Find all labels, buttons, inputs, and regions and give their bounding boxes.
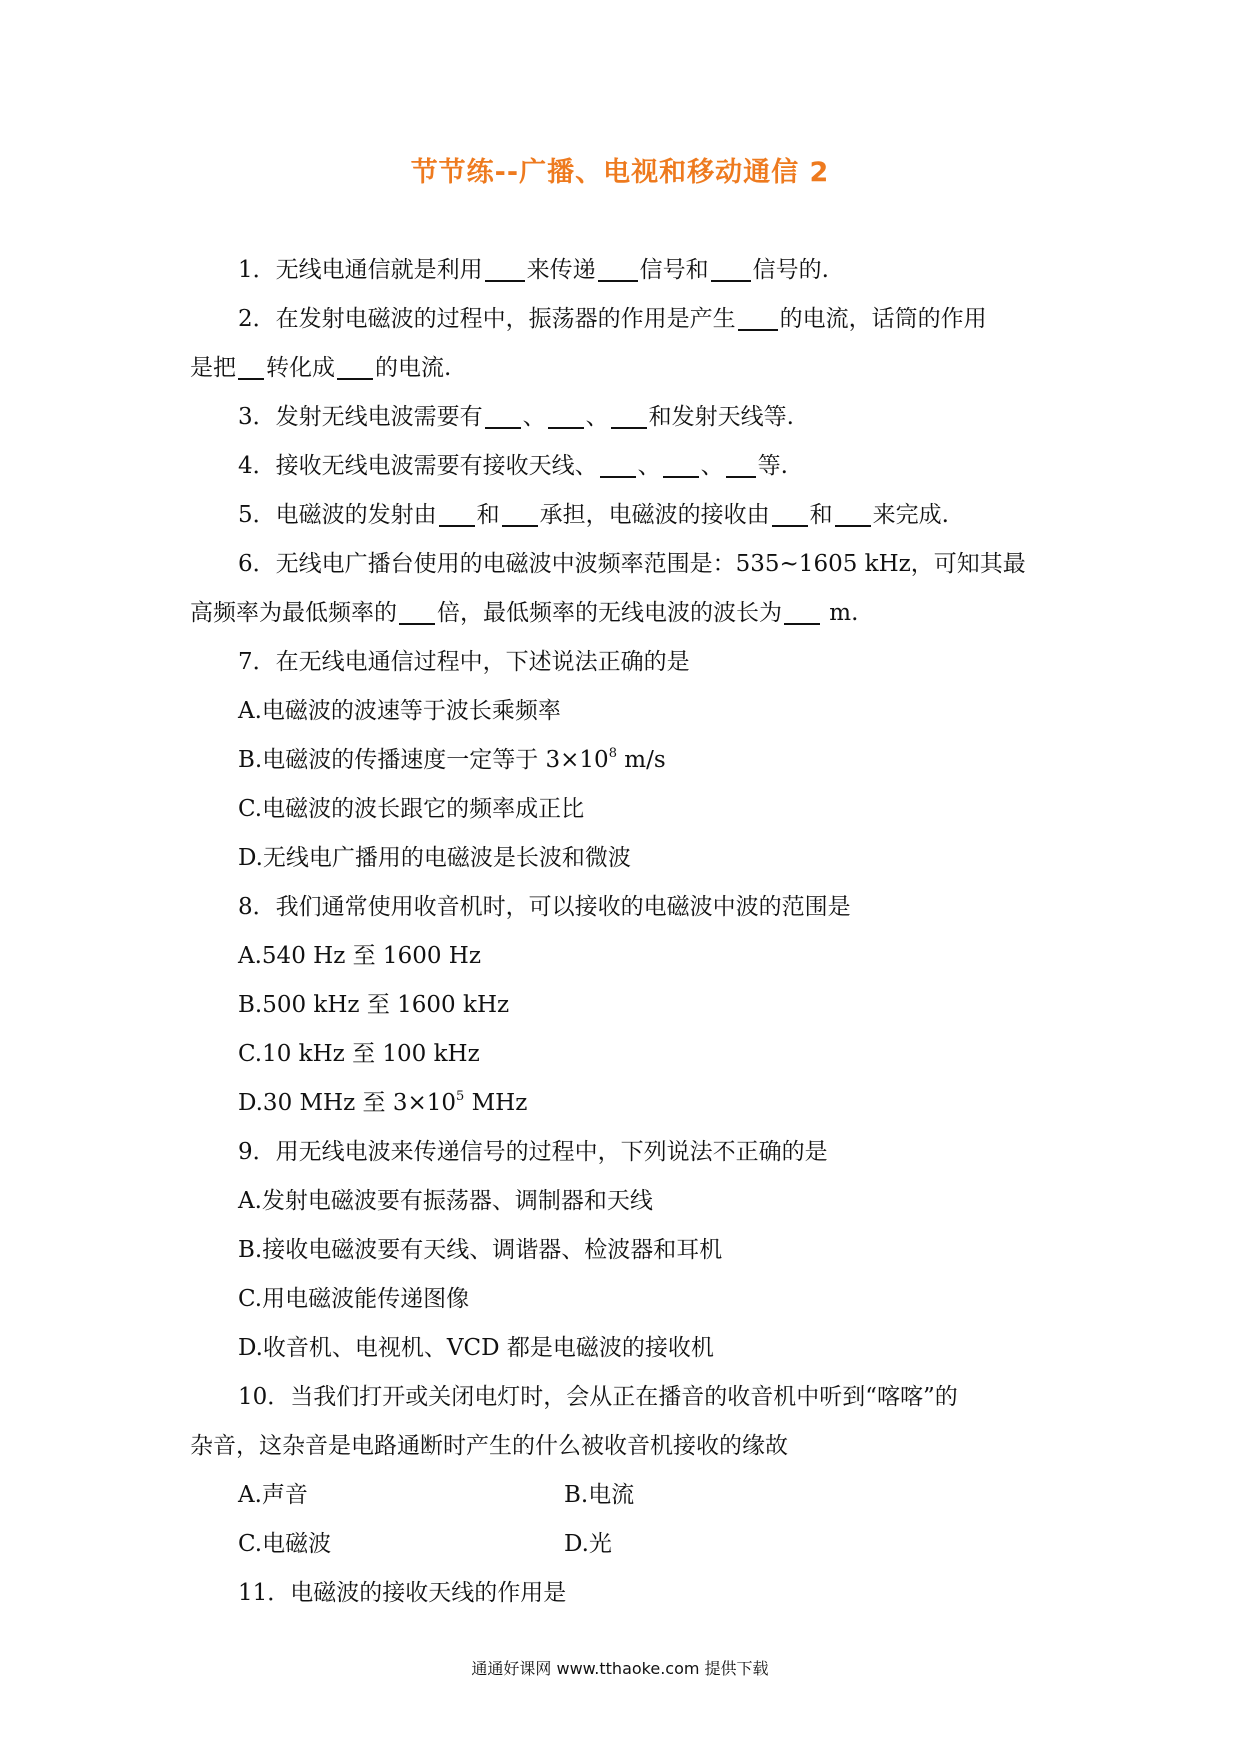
question-8: 8．我们通常使用收音机时，可以接收的电磁波中波的范围是 [238, 894, 851, 920]
option-row [190, 1471, 1056, 1520]
option-a[interactable]: A.声音 [238, 1482, 308, 1508]
answer-blank[interactable] [784, 598, 820, 624]
answer-blank[interactable] [485, 402, 521, 428]
option-b[interactable]: B.电磁波的传播速度一定等于 $3\times 10^8$ m/s [238, 746, 666, 773]
option-b[interactable]: B.500 kHz 至 1600 kHz [238, 992, 510, 1018]
option-b[interactable]: B.接收电磁波要有天线、调谐器、检波器和耳机 [238, 1237, 723, 1263]
question-9: 9．用无线电波来传递信号的过程中，下列说法不正确的是 [238, 1139, 828, 1165]
option-c[interactable]: C.电磁波的波长跟它的频率成正比 [238, 796, 585, 822]
question-3: 3．发射无线电波需要有 、 、 和发射天线等. [238, 404, 794, 430]
answer-blank[interactable] [238, 353, 264, 379]
option-a[interactable]: A.540 Hz 至 1600 Hz [238, 943, 481, 969]
page-footer: 通通好课网 www.tthaoke.com 提供下载 [471, 1659, 769, 1678]
option-b[interactable]: B.电流 [564, 1482, 635, 1508]
option-d[interactable]: D.30 MHz 至 $3\times 10^5$ MHz [238, 1089, 528, 1116]
question-2-cont: 是把 转化成 的电流. [190, 355, 452, 381]
option-d[interactable]: D.光 [564, 1531, 612, 1557]
option-c[interactable]: C.10 kHz 至 100 kHz [238, 1041, 480, 1067]
question-5: 5．电磁波的发射由 和 承担，电磁波的接收由 和 来完成. [238, 502, 949, 528]
question-10: 10．当我们打开或关闭电灯时，会从正在播音的收音机中听到“喀喀”的 [238, 1384, 958, 1410]
answer-blank[interactable] [663, 451, 699, 477]
question-6-cont: 高频率为最低频率的 倍，最低频率的无线电波的波长为 m. [190, 600, 859, 626]
answer-blank[interactable] [598, 255, 638, 281]
answer-blank[interactable] [726, 451, 756, 477]
option-a[interactable]: A.发射电磁波要有振荡器、调制器和天线 [238, 1188, 653, 1214]
question-10-cont: 杂音，这杂音是电路通断时产生的什么被收音机接收的缘故 [190, 1433, 788, 1459]
option-d[interactable]: D.无线电广播用的电磁波是长波和微波 [238, 845, 631, 871]
option-a[interactable]: A.电磁波的波速等于波长乘频率 [238, 698, 561, 724]
answer-blank[interactable] [738, 304, 778, 330]
answer-blank[interactable] [337, 353, 373, 379]
question-1: 1．无线电通信就是利用 来传递 信号和 信号的. [238, 257, 829, 283]
answer-blank[interactable] [835, 500, 871, 526]
answer-blank[interactable] [502, 500, 538, 526]
option-row [190, 1520, 1056, 1569]
answer-blank[interactable] [399, 598, 435, 624]
option-c[interactable]: C.电磁波 [238, 1531, 332, 1557]
option-d[interactable]: D.收音机、电视机、VCD 都是电磁波的接收机 [238, 1335, 714, 1361]
answer-blank[interactable] [485, 255, 525, 281]
answer-blank[interactable] [439, 500, 475, 526]
page-title: 节节练--广播、电视和移动通信 2 [410, 157, 830, 188]
answer-blank[interactable] [772, 500, 808, 526]
question-2: 2．在发射电磁波的过程中，振荡器的作用是产生 的电流，话筒的作用 [238, 306, 987, 332]
answer-blank[interactable] [600, 451, 636, 477]
question-list [190, 246, 1056, 1618]
answer-blank[interactable] [611, 402, 647, 428]
option-c[interactable]: C.用电磁波能传递图像 [238, 1286, 470, 1312]
question-6: 6．无线电广播台使用的电磁波中波频率范围是：535~1605 kHz，可知其最 [238, 551, 1026, 577]
answer-blank[interactable] [711, 255, 751, 281]
question-7: 7．在无线电通信过程中，下述说法正确的是 [238, 649, 690, 675]
answer-blank[interactable] [548, 402, 584, 428]
question-4: 4．接收无线电波需要有接收天线、 、 、 等. [238, 453, 788, 479]
question-11: 11．电磁波的接收天线的作用是 [238, 1580, 567, 1606]
